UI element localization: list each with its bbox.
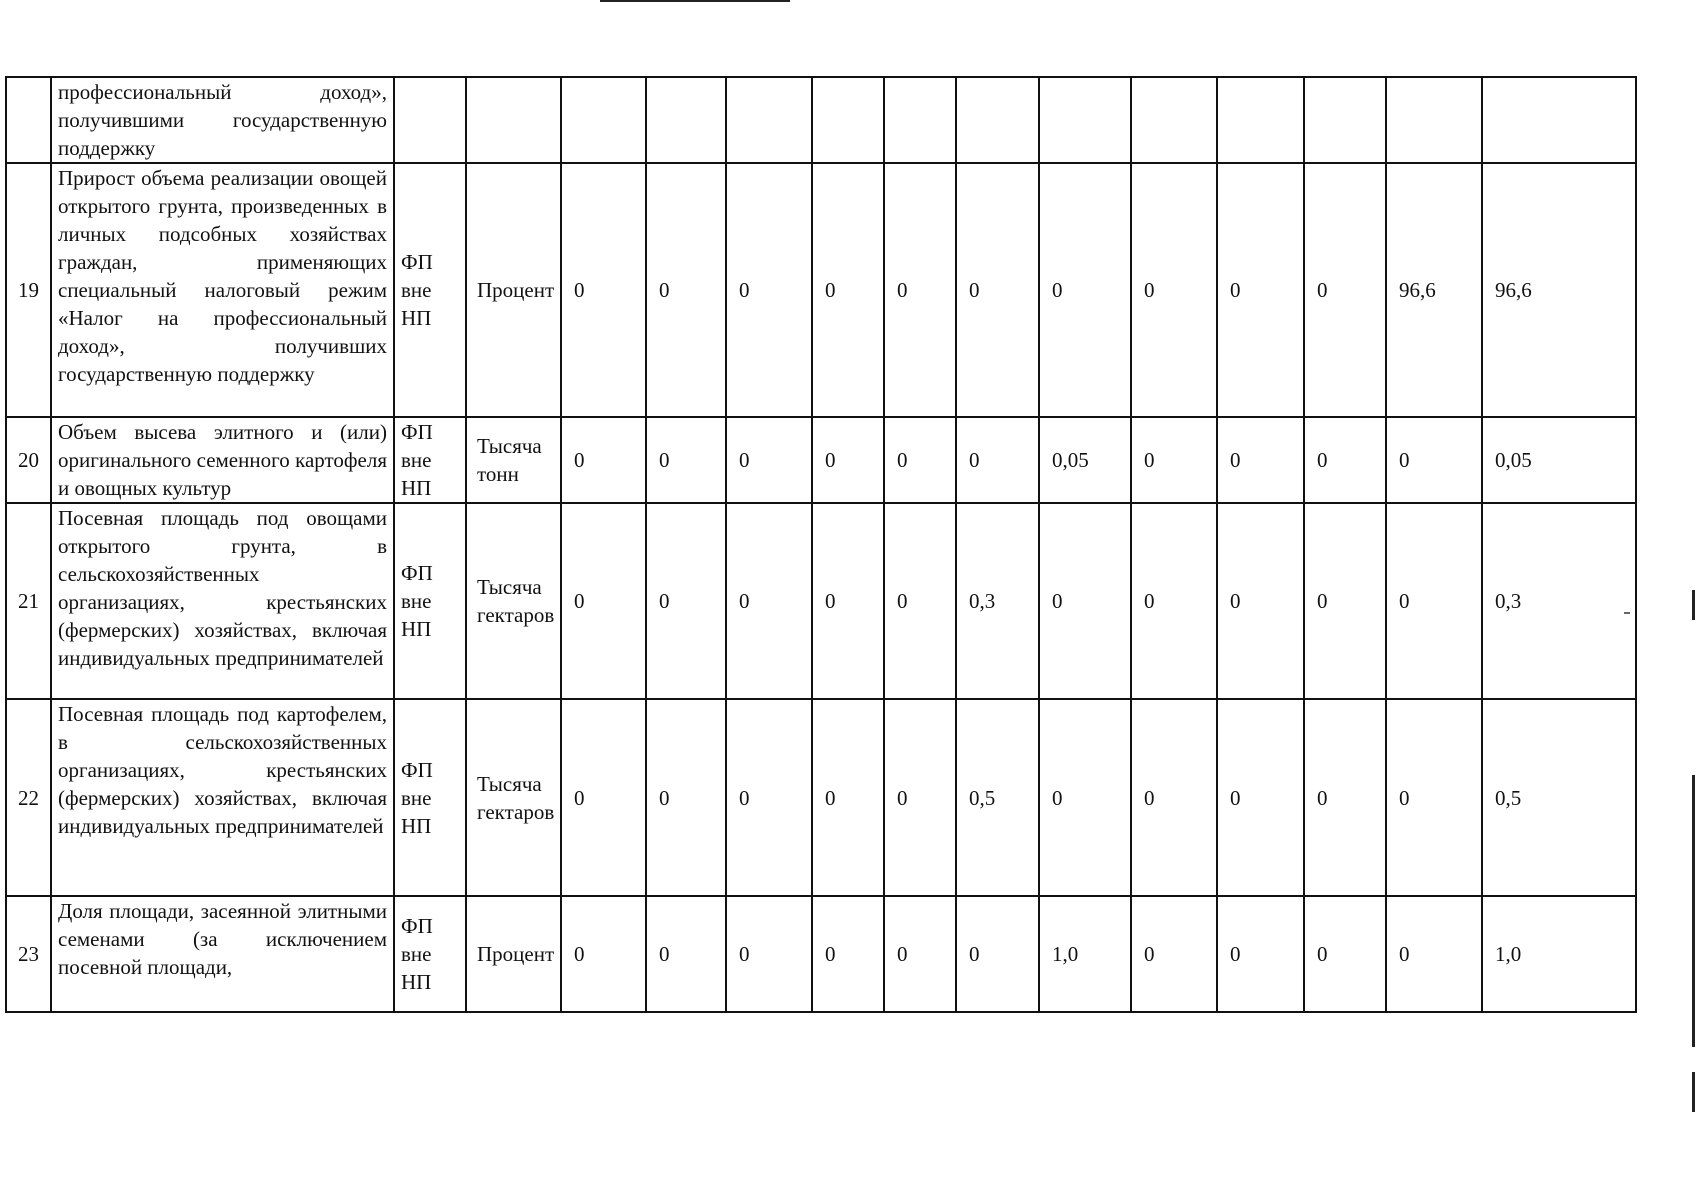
value-cell: 0 — [1131, 417, 1217, 503]
value-cell: 0 — [884, 503, 956, 699]
table-row — [6, 503, 1636, 699]
unit-of-measure: Тысяча тонн — [466, 417, 561, 503]
value-cell: 0 — [1131, 503, 1217, 699]
value-cell: 0 — [561, 503, 646, 699]
value-cell: 0 — [884, 896, 956, 1012]
value-cell: 0 — [884, 417, 956, 503]
indicator-name: Посевная площадь под овощами открытого грунта, в сельскохозяйственных организациях, крестьянских (фермерских) хозяйствах, включая индивидуальных предпринимателей — [51, 503, 394, 699]
value-cell — [1131, 77, 1217, 163]
indicator-name: Прирост объема реализации овощей открытого грунта, произведенных в личных подсобных хозяйствах граждан, применяющих специальный налоговый режим «Налог на профессиональный доход», получивших государственную поддержку — [51, 163, 394, 417]
value-cell: 0 — [1304, 163, 1386, 417]
value-cell: 0 — [726, 503, 812, 699]
scan-speck — [1624, 612, 1630, 614]
table-row — [6, 896, 1636, 1012]
value-cell — [1217, 77, 1304, 163]
value-cell: 0 — [561, 896, 646, 1012]
value-cell: 0 — [726, 417, 812, 503]
value-cell: 0 — [1039, 699, 1131, 896]
indicator-source — [394, 77, 466, 163]
value-cell: 0 — [1039, 503, 1131, 699]
value-cell: 0,05 — [1482, 417, 1636, 503]
value-cell: 0,5 — [1482, 699, 1636, 896]
indicators-table — [5, 76, 1637, 1013]
value-cell: 96,6 — [1482, 163, 1636, 417]
value-cell: 1,0 — [1482, 896, 1636, 1012]
indicator-source: ФП вне НП — [394, 503, 466, 699]
value-cell: 0 — [1386, 417, 1482, 503]
row-number — [6, 77, 51, 163]
value-cell — [812, 77, 884, 163]
unit-of-measure — [466, 77, 561, 163]
value-cell: 0 — [1217, 896, 1304, 1012]
table-row — [6, 699, 1636, 896]
value-cell — [1386, 77, 1482, 163]
value-cell — [1039, 77, 1131, 163]
top-rule-fragment — [600, 0, 790, 2]
unit-of-measure: Тысяча гектаров — [466, 503, 561, 699]
value-cell: 0,5 — [956, 699, 1039, 896]
indicator-name: Посевная площадь под картофелем, в сельскохозяйственных организациях, крестьянских (фермерских) хозяйствах, включая индивидуальных предпринимателей — [51, 699, 394, 896]
value-cell: 0,05 — [1039, 417, 1131, 503]
value-cell — [956, 77, 1039, 163]
value-cell: 0 — [812, 417, 884, 503]
indicator-source: ФП вне НП — [394, 896, 466, 1012]
table-row — [6, 417, 1636, 503]
value-cell: 0 — [1217, 163, 1304, 417]
value-cell: 0 — [812, 503, 884, 699]
value-cell: 0 — [1304, 896, 1386, 1012]
value-cell: 0 — [646, 896, 726, 1012]
value-cell: 0 — [956, 163, 1039, 417]
table-row — [6, 77, 1636, 163]
value-cell: 0 — [1131, 896, 1217, 1012]
value-cell: 0 — [812, 896, 884, 1012]
value-cell — [1482, 77, 1636, 163]
value-cell: 0 — [646, 699, 726, 896]
value-cell: 0 — [561, 699, 646, 896]
indicator-source: ФП вне НП — [394, 417, 466, 503]
value-cell: 0 — [1386, 503, 1482, 699]
value-cell — [646, 77, 726, 163]
indicator-name: профессиональный доход», получившими государственную поддержку — [51, 77, 394, 163]
value-cell: 0 — [1217, 699, 1304, 896]
value-cell: 0 — [1217, 503, 1304, 699]
value-cell: 0 — [561, 417, 646, 503]
value-cell: 0 — [884, 163, 956, 417]
value-cell: 96,6 — [1386, 163, 1482, 417]
indicator-name: Доля площади, засеянной элитными семенами (за исключением посевной площади, — [51, 896, 394, 1012]
indicator-source: ФП вне НП — [394, 163, 466, 417]
value-cell: 0 — [956, 896, 1039, 1012]
value-cell: 0 — [726, 896, 812, 1012]
unit-of-measure: Процент — [466, 896, 561, 1012]
row-number: 23 — [6, 896, 51, 1012]
value-cell: 0,3 — [956, 503, 1039, 699]
value-cell — [726, 77, 812, 163]
row-number: 20 — [6, 417, 51, 503]
row-number: 19 — [6, 163, 51, 417]
value-cell: 0 — [956, 417, 1039, 503]
value-cell: 0 — [1131, 699, 1217, 896]
value-cell: 0 — [646, 503, 726, 699]
value-cell: 0 — [561, 163, 646, 417]
scan-edge-mark — [1692, 1072, 1695, 1112]
value-cell: 0 — [1039, 163, 1131, 417]
value-cell: 0 — [1217, 417, 1304, 503]
unit-of-measure: Тысяча гектаров — [466, 699, 561, 896]
indicator-name: Объем высева элитного и (или) оригинального семенного картофеля и овощных культур — [51, 417, 394, 503]
scan-edge-mark — [1692, 590, 1695, 620]
unit-of-measure: Процент — [466, 163, 561, 417]
value-cell: 0 — [1304, 417, 1386, 503]
table-row — [6, 163, 1636, 417]
indicator-source: ФП вне НП — [394, 699, 466, 896]
value-cell: 0 — [726, 699, 812, 896]
value-cell: 0 — [726, 163, 812, 417]
scan-edge-mark — [1692, 775, 1695, 1047]
value-cell — [561, 77, 646, 163]
value-cell: 0 — [884, 699, 956, 896]
value-cell: 0 — [646, 417, 726, 503]
value-cell: 1,0 — [1039, 896, 1131, 1012]
value-cell: 0 — [1386, 699, 1482, 896]
row-number: 22 — [6, 699, 51, 896]
value-cell: 0 — [812, 163, 884, 417]
value-cell: 0 — [1304, 699, 1386, 896]
value-cell: 0 — [1386, 896, 1482, 1012]
value-cell: 0 — [1304, 503, 1386, 699]
value-cell: 0 — [812, 699, 884, 896]
value-cell — [884, 77, 956, 163]
row-number: 21 — [6, 503, 51, 699]
value-cell: 0 — [1131, 163, 1217, 417]
value-cell: 0,3 — [1482, 503, 1636, 699]
value-cell — [1304, 77, 1386, 163]
value-cell: 0 — [646, 163, 726, 417]
